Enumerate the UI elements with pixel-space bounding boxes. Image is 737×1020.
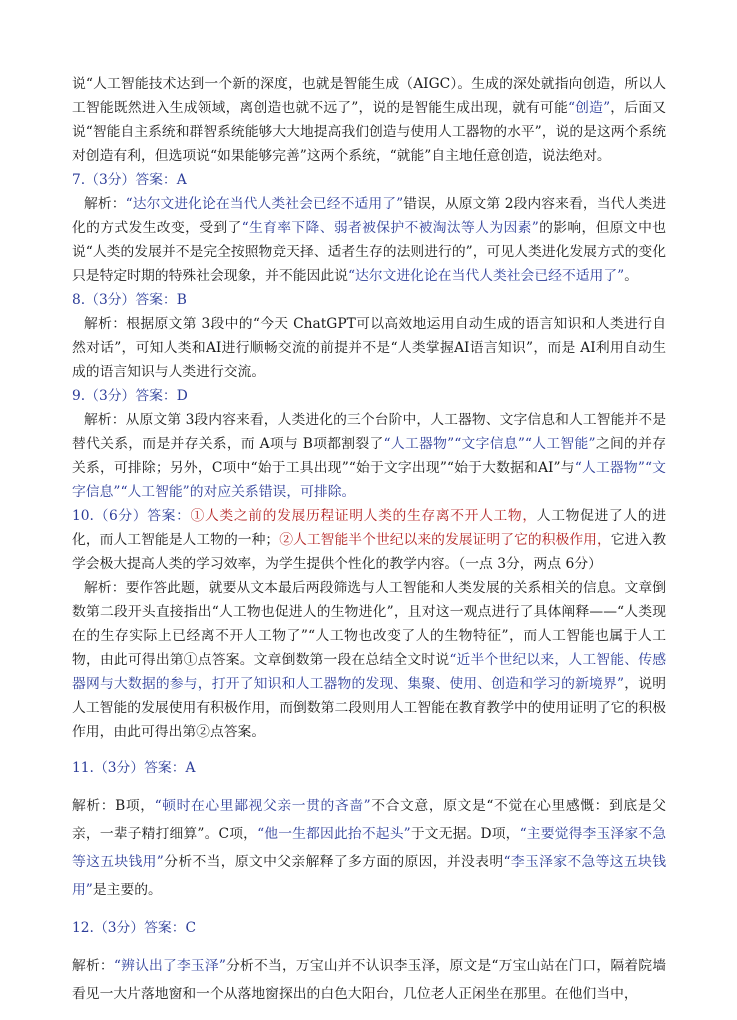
text-run: 说“人工智能技术达到一个新的深度，也就是智能生成（AIGC）。生成的深处就指向创造，所以人工智能既然进入生成领域，离创造也就不远了”，说的是智能生成出现，就有可能 <box>72 76 666 116</box>
q12-analysis <box>72 952 666 1008</box>
q11-heading: 11.（3分）答案：A <box>72 760 196 776</box>
quote-run: “辨认出了李玉泽” <box>113 958 226 974</box>
q11-analysis <box>72 792 666 904</box>
answer-point-2: ②人工智能半个世纪以来的发展证明了它的积极作用， <box>279 532 611 548</box>
quote-run: “顿时在心里鄙视父亲一贯的吝啬” <box>154 798 371 814</box>
text-run: 错误，从原文第 2段内容来看，当代人类进化的方式发生改变，受到了 <box>72 196 667 236</box>
quote-run: “创造” <box>567 100 611 116</box>
text-run: 解析： <box>84 196 126 212</box>
score-note: （一点 3分，两点 6分） <box>458 556 602 572</box>
q9-analysis <box>72 408 666 504</box>
quote-run: “达尔文进化论在当代人类社会已经不适用了” <box>347 268 625 284</box>
text-run: 人工物促进了人的进化，而人工智能是人工物的一种； <box>72 508 667 548</box>
text-run: ，说明人工智能的发展使用有积极作用，而倒数第二段则用人工智能在教育教学中的使用证明了它的积极作用，由此可得出第②点答案。 <box>72 676 667 740</box>
q7-heading: 7.（3分）答案：A <box>72 172 187 188</box>
text-run: ，后面又说“智能自主系统和群智系统能够大大地提高我们创造与使用人工器物的水平”，说的是这两个系统对创造有利，但选项说“如果能够完善”这两个系统，“就能”自主地任意创造，说法绝对。 <box>72 100 666 164</box>
text-run: 之间的并存关系，可排除；另外，C项中“始于工具出现”“始于文字出现”“始于大数据和AI”与 <box>72 436 667 476</box>
text-run: 分析不当，万宝山并不认识李玉泽，原文是“万宝山站在门口，隔着院墙看见一大片落地窗和一个从落地窗探出的白色大阳台，几位老人正闲坐在那里。在他们当中， <box>72 958 667 1002</box>
answer-point-1: ①人类之前的发展历程证明人类的生存离不开人工物， <box>190 508 537 524</box>
quote-run: “他一生都因此抬不起头” <box>257 826 411 842</box>
q12-heading: 12.（3分）答案：C <box>72 920 197 936</box>
quote-run: “人工器物”“文字信息”“人工智能”的对应关系错误，可排除。 <box>72 460 666 500</box>
quote-run: “主要觉得李玉泽家不急等这五块钱用” <box>72 826 667 870</box>
q9-heading: 9.（3分）答案：D <box>72 388 188 404</box>
text-run: 。 <box>624 268 638 284</box>
q8-heading: 8.（3分）答案：B <box>72 292 187 308</box>
quote-run: “生育率下降、弱者被保护不被淘汰等人为因素” <box>241 220 539 236</box>
text-run: 解析：从原文第 3段内容来看，人类进化的三个台阶中，人工器物、文字信息和人工智能并不是替代关系，而是并存关系，而 A项与 B项都割裂了 <box>72 412 666 452</box>
text-run: 是主要的。 <box>92 882 162 898</box>
quote-run: “李玉泽家不急等这五块钱用” <box>72 854 666 898</box>
quote-run: “达尔文进化论在当代人类社会已经不适用了” <box>125 196 404 212</box>
text-run: 解析：B项， <box>72 798 155 814</box>
text-run: 的影响，但原文中也说“人类的发展并不是完全按照物竞天择、适者生存的法则进行的”，可见人类进化发展方式的变化只是特定时期的特殊社会现象，并不能因此说 <box>72 220 666 284</box>
text-run: 不合文意，原文是“不觉在心里感慨：到底是父亲，一辈子精打细算”。C项， <box>72 798 666 842</box>
text-run: 解析： <box>72 958 114 974</box>
paragraph-continuation <box>72 72 666 168</box>
answer-page <box>72 72 666 1008</box>
text-run: 于文无据。D项， <box>410 826 520 842</box>
text-run: 它进入教学会极大提高人类的学习效率，为学生提供个性化的教学内容。 <box>72 532 667 572</box>
q8-analysis: 解析：根据原文第 3段中的“今天 ChatGPT可以高效地运用自动生成的语言知识和人类进行自然对话”，可知人类和AI进行顺畅交流的前提并不是“人类掌握AI语言知识”，而是 AI利用自动生成的语言知识与人类进行交流。 <box>72 316 666 380</box>
q10-analysis <box>72 576 666 744</box>
text-run: 解析：要作答此题，就要从文本最后两段筛选与人工智能和人类发展的关系相关的信息。文章倒数第二段开头直接指出“人工物也促进人的生物进化”，且对这一观点进行了具体阐释——“人类现在的生存实际上已经离不开人工物了”“人工物也改变了人的生物特征”，而人工智能也属于人工物，由此可得出第①点答案。文章倒数第一段在总结全文时说 <box>72 580 666 668</box>
quote-run: “近半个世纪以来，人工智能、传感器网与大数据的参与，打开了知识和人工器物的发现、集聚、使用、创造和学习的新境界” <box>72 652 667 692</box>
q10-heading: 10.（6分）答案： <box>72 508 191 524</box>
quote-run: “人工器物”“文字信息”“人工智能” <box>383 436 596 452</box>
q7-analysis <box>72 192 666 288</box>
q10-answer <box>72 504 666 576</box>
text-run: 分析不当，原文中父亲解释了多方面的原因，并没表明 <box>163 854 504 870</box>
